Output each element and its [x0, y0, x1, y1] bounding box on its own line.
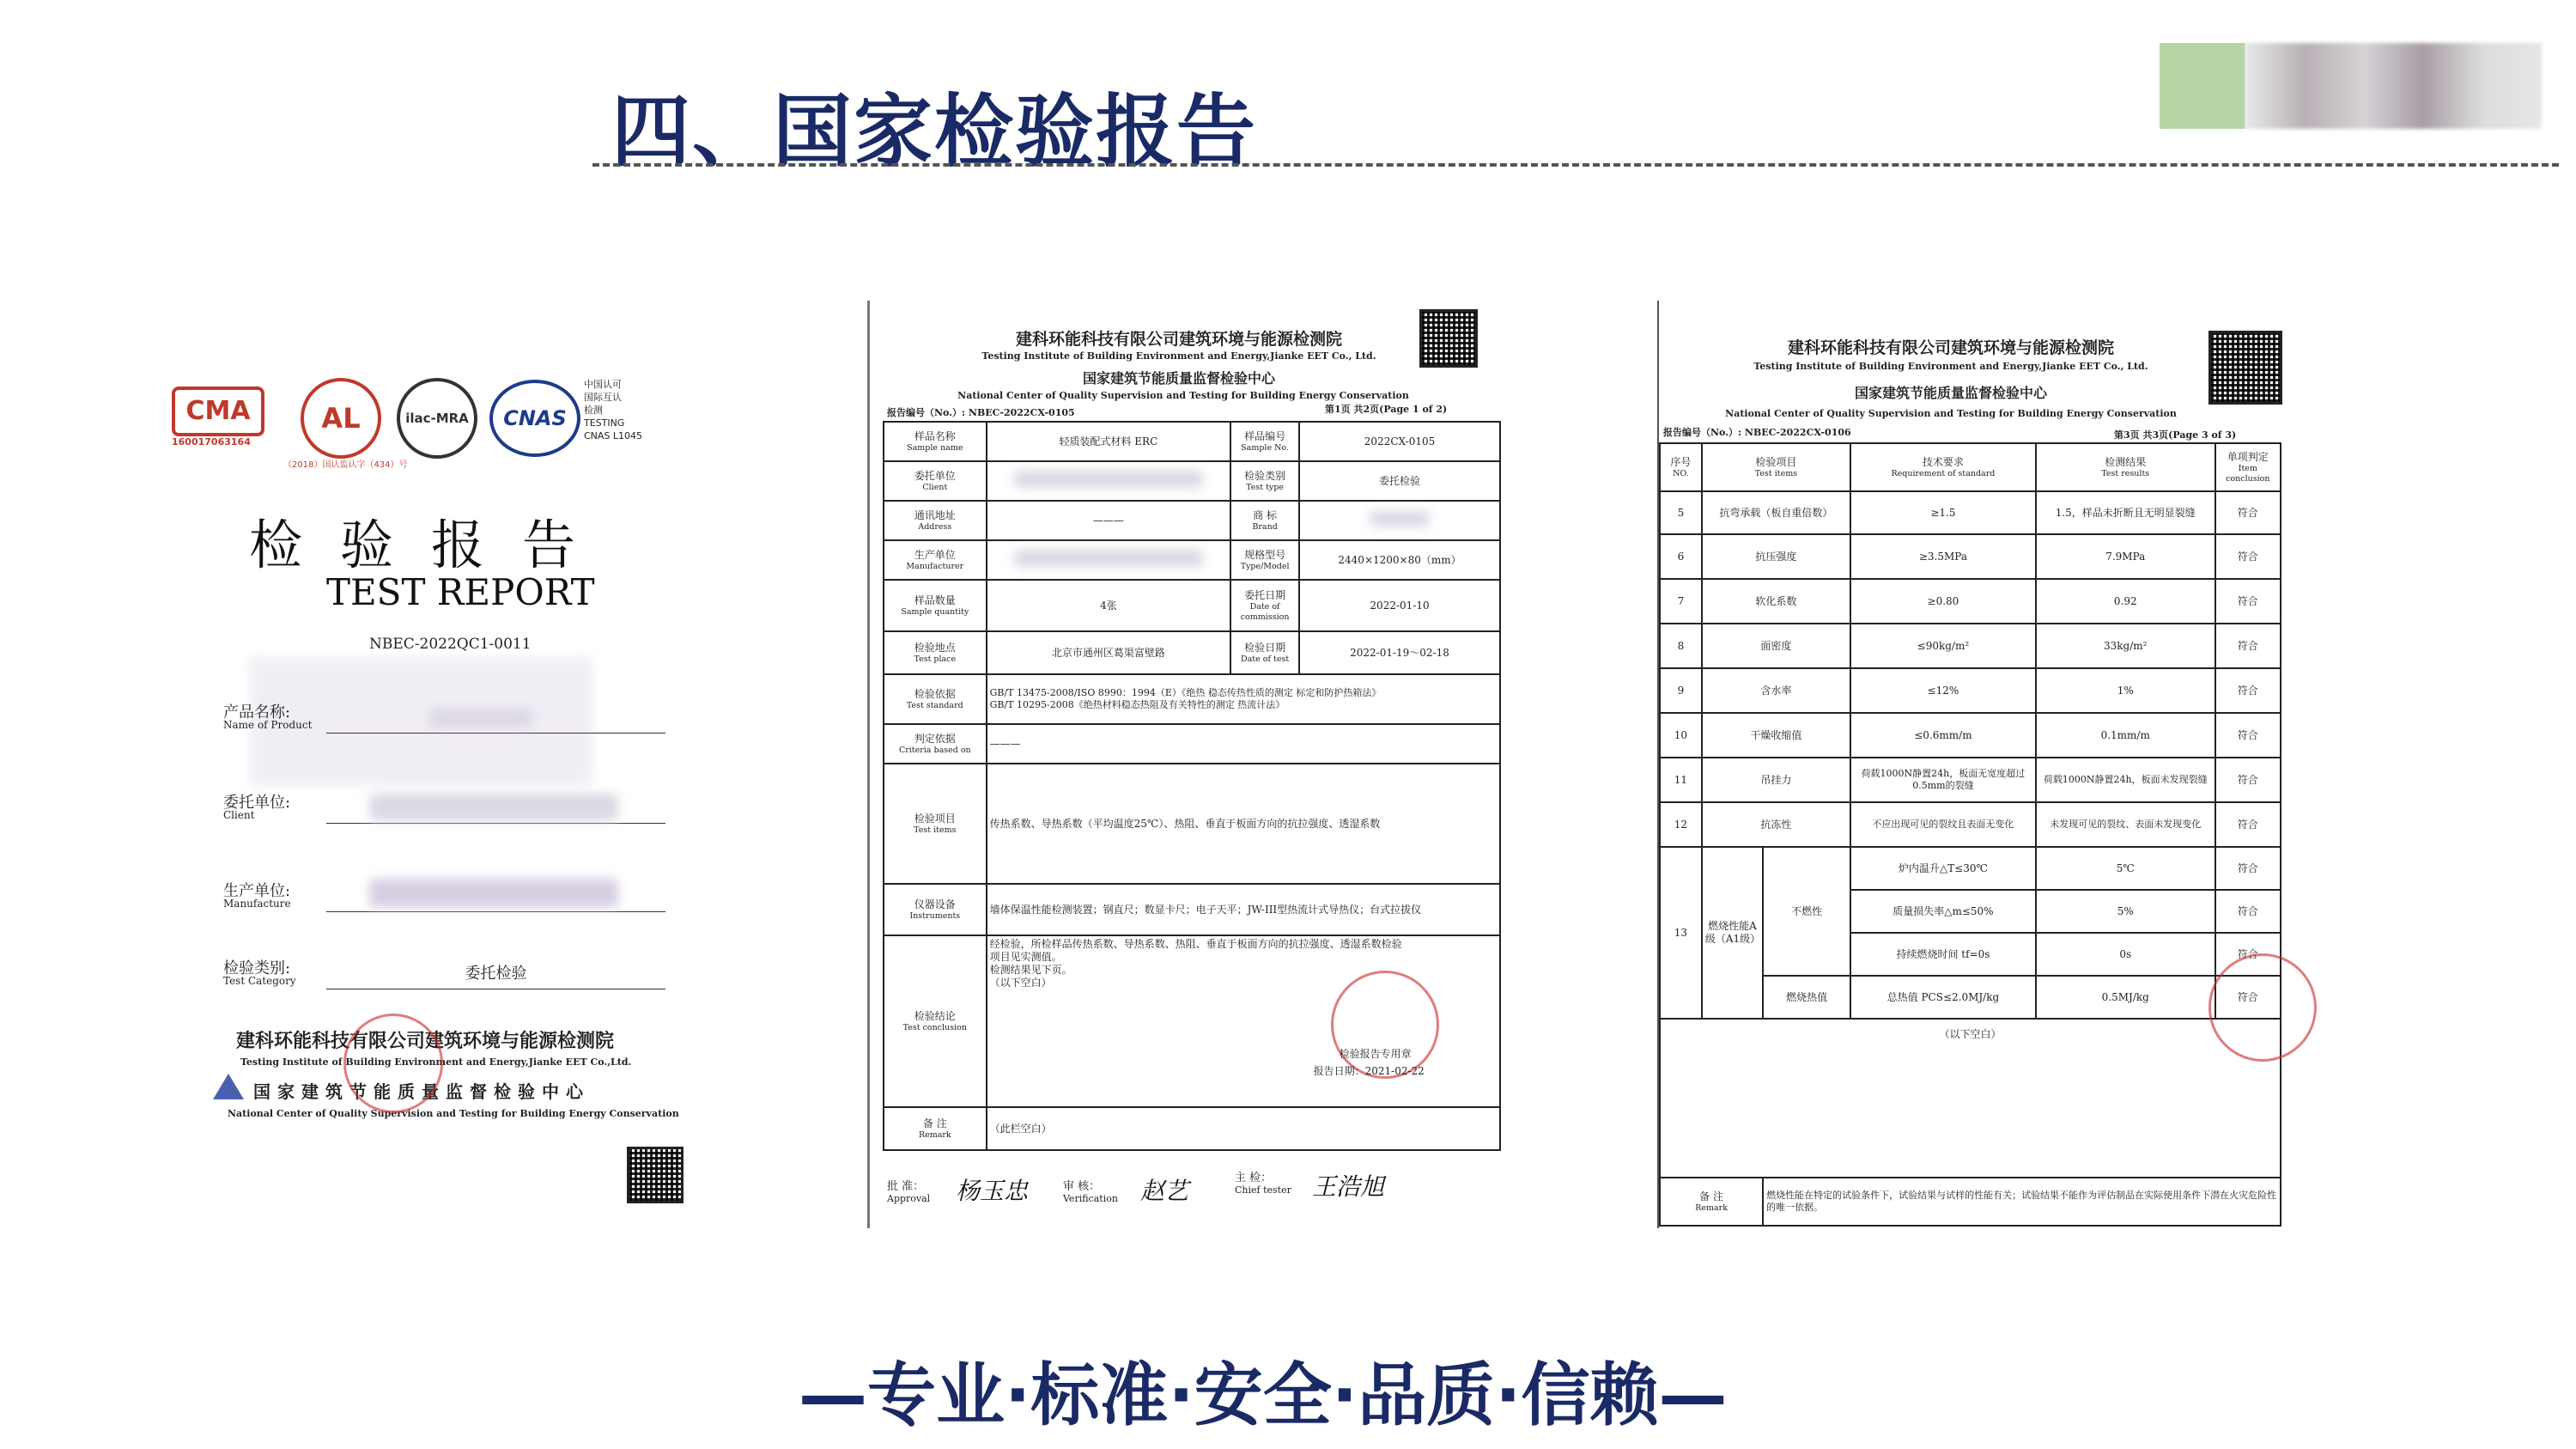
- table-row: 检验依据 Test standard GB/T 13475-2008/ISO 8990：1994（E）《绝热 稳态传热性质的测定 标定和防护热箱法》 GB/T 10295-2008《绝热材料稳态热阻及有关特性的测定 热流计法》: [884, 674, 1500, 724]
- report-page-1: [867, 301, 1535, 1228]
- verification-signature: 赵艺: [1140, 1177, 1189, 1205]
- official-stamp: [343, 1014, 443, 1113]
- institute-name-cn: 建科环能科技有限公司建筑环境与能源检测院: [1787, 338, 2114, 357]
- table-row: 12 抗冻性 不应出现可见的裂纹且表面无变化 未发现可见的裂纹、表面未发现变化 符合: [1660, 802, 2281, 847]
- institute-name-cn: 建科环能科技有限公司建筑环境与能源检测院: [236, 1030, 615, 1052]
- center-name-en: National Center of Quality Supervision and Testing for Building Energy Conservation: [957, 390, 1409, 401]
- report-title-cn: 检验报告: [249, 514, 614, 576]
- institute-name-cn: 建科环能科技有限公司建筑环境与能源检测院: [1015, 330, 1342, 349]
- table-row: 备 注 Remark 燃烧性能在特定的试验条件下，试验结果与试样的性能有关；试验结果不能作为评估制品在实际使用条件下潜在火灾危险性的唯一依据。: [1660, 1178, 2281, 1226]
- cnas-seal: CNAS: [489, 380, 580, 457]
- center-name-cn: 国家建筑节能质量监督检验中心: [1082, 370, 1275, 387]
- table-row: 持续燃烧时间 tf=0s 0s 符合: [1660, 933, 2281, 976]
- table-row: 8 面密度 ≤90kg/m² 33kg/m² 符合: [1660, 624, 2281, 668]
- report-cover: [120, 296, 756, 1224]
- institute-name-en: Testing Institute of Building Environment and Energy,Jianke EET Co., Ltd.: [1753, 361, 2148, 372]
- table-row: 质量损失率△m≤50% 5% 符合: [1660, 890, 2281, 933]
- table-row: 通讯地址 Address ——— 商 标 Brand: [884, 501, 1500, 540]
- center-name-cn: 国家建筑节能质量监督检验中心: [253, 1081, 590, 1102]
- cma-seal: CMA: [172, 387, 264, 436]
- table-row: 13 燃烧性能A级（A1级） 不燃性 炉内温升△T≤30℃ 5℃ 符合: [1660, 847, 2281, 890]
- page-number: 第1页 共2页(Page 1 of 2): [1325, 404, 1448, 415]
- report-number: NBEC-2022QC1-0011: [369, 636, 532, 653]
- report-page-3: [1657, 301, 2294, 1228]
- al-note: （2018）国认监认字（434）号: [283, 460, 408, 470]
- official-stamp: [1331, 971, 1439, 1079]
- institute-name-en: Testing Institute of Building Environment and Energy,Jianke EET Co., Ltd.: [981, 350, 1376, 362]
- chief-tester-signature: 王浩旭: [1312, 1172, 1385, 1201]
- center-name-cn: 国家建筑节能质量监督检验中心: [1854, 385, 2047, 401]
- qr-code: [1419, 309, 1478, 368]
- table-row: 6 抗压强度 ≥3.5MPa 7.9MPa 符合: [1660, 534, 2281, 579]
- table-row: 备 注 Remark （此栏空白）: [884, 1107, 1500, 1150]
- table-row: 仪器设备 Instruments 墙体保温性能检测装置；钢直尺；数显卡尺；电子天平；JW-III型热流计式导热仪；台式拉拔仪: [884, 884, 1500, 935]
- table-row: 9 含水率 ≤12% 1% 符合: [1660, 668, 2281, 713]
- cnas-notes: 中国认可 国际互认 检测 TESTING CNAS L1045: [584, 379, 643, 441]
- table-row: 10 干燥收缩值 ≤0.6mm/m 0.1mm/m 符合: [1660, 713, 2281, 758]
- table-row: 检验结论 Test conclusion 经检验，所检样品传热系数、导热系数、热阻、垂直于板面方向的抗拉强度、透湿系数检验 项目见实测值。 检测结果见下页。 （以下空白） 检验报告专用章 报告日期：2021-02-22: [884, 935, 1500, 1107]
- official-stamp: [2208, 953, 2317, 1062]
- table-row: 判定依据 Criteria based on ———: [884, 724, 1500, 764]
- report-title-en: TEST REPORT: [326, 571, 595, 613]
- table-row: 样品数量 Sample quantity 4张 委托日期 Date of commission 2022-01-10: [884, 580, 1500, 631]
- report-number: 报告编号（No.）: NBEC-2022CX-0105: [887, 407, 1075, 418]
- slide-title: 四、国家检验报告: [611, 86, 1258, 178]
- table-row: 委托单位 Client 检验类别 Test type 委托检验: [884, 461, 1500, 501]
- certification-seals: [172, 378, 756, 470]
- results-table: [1659, 442, 2281, 1227]
- triangle-icon: [213, 1074, 244, 1099]
- table-row: 样品名称 Sample name 轻质装配式材料 ERC 样品编号 Sample No. 2022CX-0105: [884, 422, 1500, 461]
- table-row: 11 吊挂力 荷载1000N静置24h，板面无宽度超过0.5mm的裂缝 荷载1000N静置24h，板面未发现裂缝 符合: [1660, 758, 2281, 802]
- qr-code: [627, 1147, 683, 1203]
- al-seal: AL: [301, 378, 381, 459]
- center-name-en: National Center of Quality Supervision and Testing for Building Energy Conservation: [1725, 408, 2177, 419]
- qr-code: [2208, 331, 2282, 405]
- report-number: 报告编号（No.）: NBEC-2022CX-0106: [1663, 427, 1851, 438]
- blurred-logo: [2160, 43, 2542, 129]
- signature-row: 批 准： Approval 杨玉忠 审 核： Verification 赵艺 主 检： Chief tester 王浩旭: [887, 1168, 1522, 1220]
- title-divider: [592, 163, 2559, 167]
- table-row: 7 软化系数 ≥0.80 0.92 符合: [1660, 579, 2281, 624]
- table-row: 生产单位 Manufacturer 规格型号 Type/Model 2440×1200×80（mm）: [884, 540, 1500, 580]
- cma-number: 160017063164: [172, 436, 251, 447]
- institute-name-en: Testing Institute of Building Environment and Energy,Jianke EET Co.,Ltd.: [240, 1056, 632, 1068]
- table-row: 燃烧热值 总热值 PCS≤2.0MJ/kg 0.5MJ/kg 符合: [1660, 976, 2281, 1019]
- field-client: 委托单位: Client: [223, 790, 670, 842]
- table-row: 检验项目 Test items 传热系数、导热系数（平均温度25℃）、热阻、垂直于板面方向的抗拉强度、透湿系数: [884, 764, 1500, 884]
- table-row: 5 抗弯承载（板自重倍数） ≥1.5 1.5，样品未折断且无明显裂缝 符合: [1660, 491, 2281, 534]
- center-name-en: National Center of Quality Supervision and Testing for Building Energy Conservation: [228, 1108, 679, 1119]
- table-header-row: 序号 NO. 检验项目 Test items 技术要求 Requirement of standard 检测结果 Test results 单项判定 Item conclusion: [1660, 443, 2281, 491]
- ilac-seal: ilac-MRA: [397, 378, 477, 459]
- field-product-name: 产品名称: Name of Product: [223, 700, 670, 752]
- table-row: （以下空白）: [1660, 1019, 2281, 1178]
- slogan: —专业·标准·安全·品质·信赖—: [799, 1355, 1728, 1435]
- table-row: 检验地点 Test place 北京市通州区葛渠富壁路 检验日期 Date of test 2022-01-19～02-18: [884, 631, 1500, 674]
- approval-signature: 杨玉忠: [956, 1177, 1029, 1205]
- page-number: 第3页 共3页(Page 3 of 3): [2114, 429, 2237, 441]
- report-table: [883, 421, 1501, 1151]
- field-test-category: 检验类别: Test Category 委托检验: [223, 956, 670, 1008]
- field-manufacturer: 生产单位: Manufacture: [223, 879, 670, 930]
